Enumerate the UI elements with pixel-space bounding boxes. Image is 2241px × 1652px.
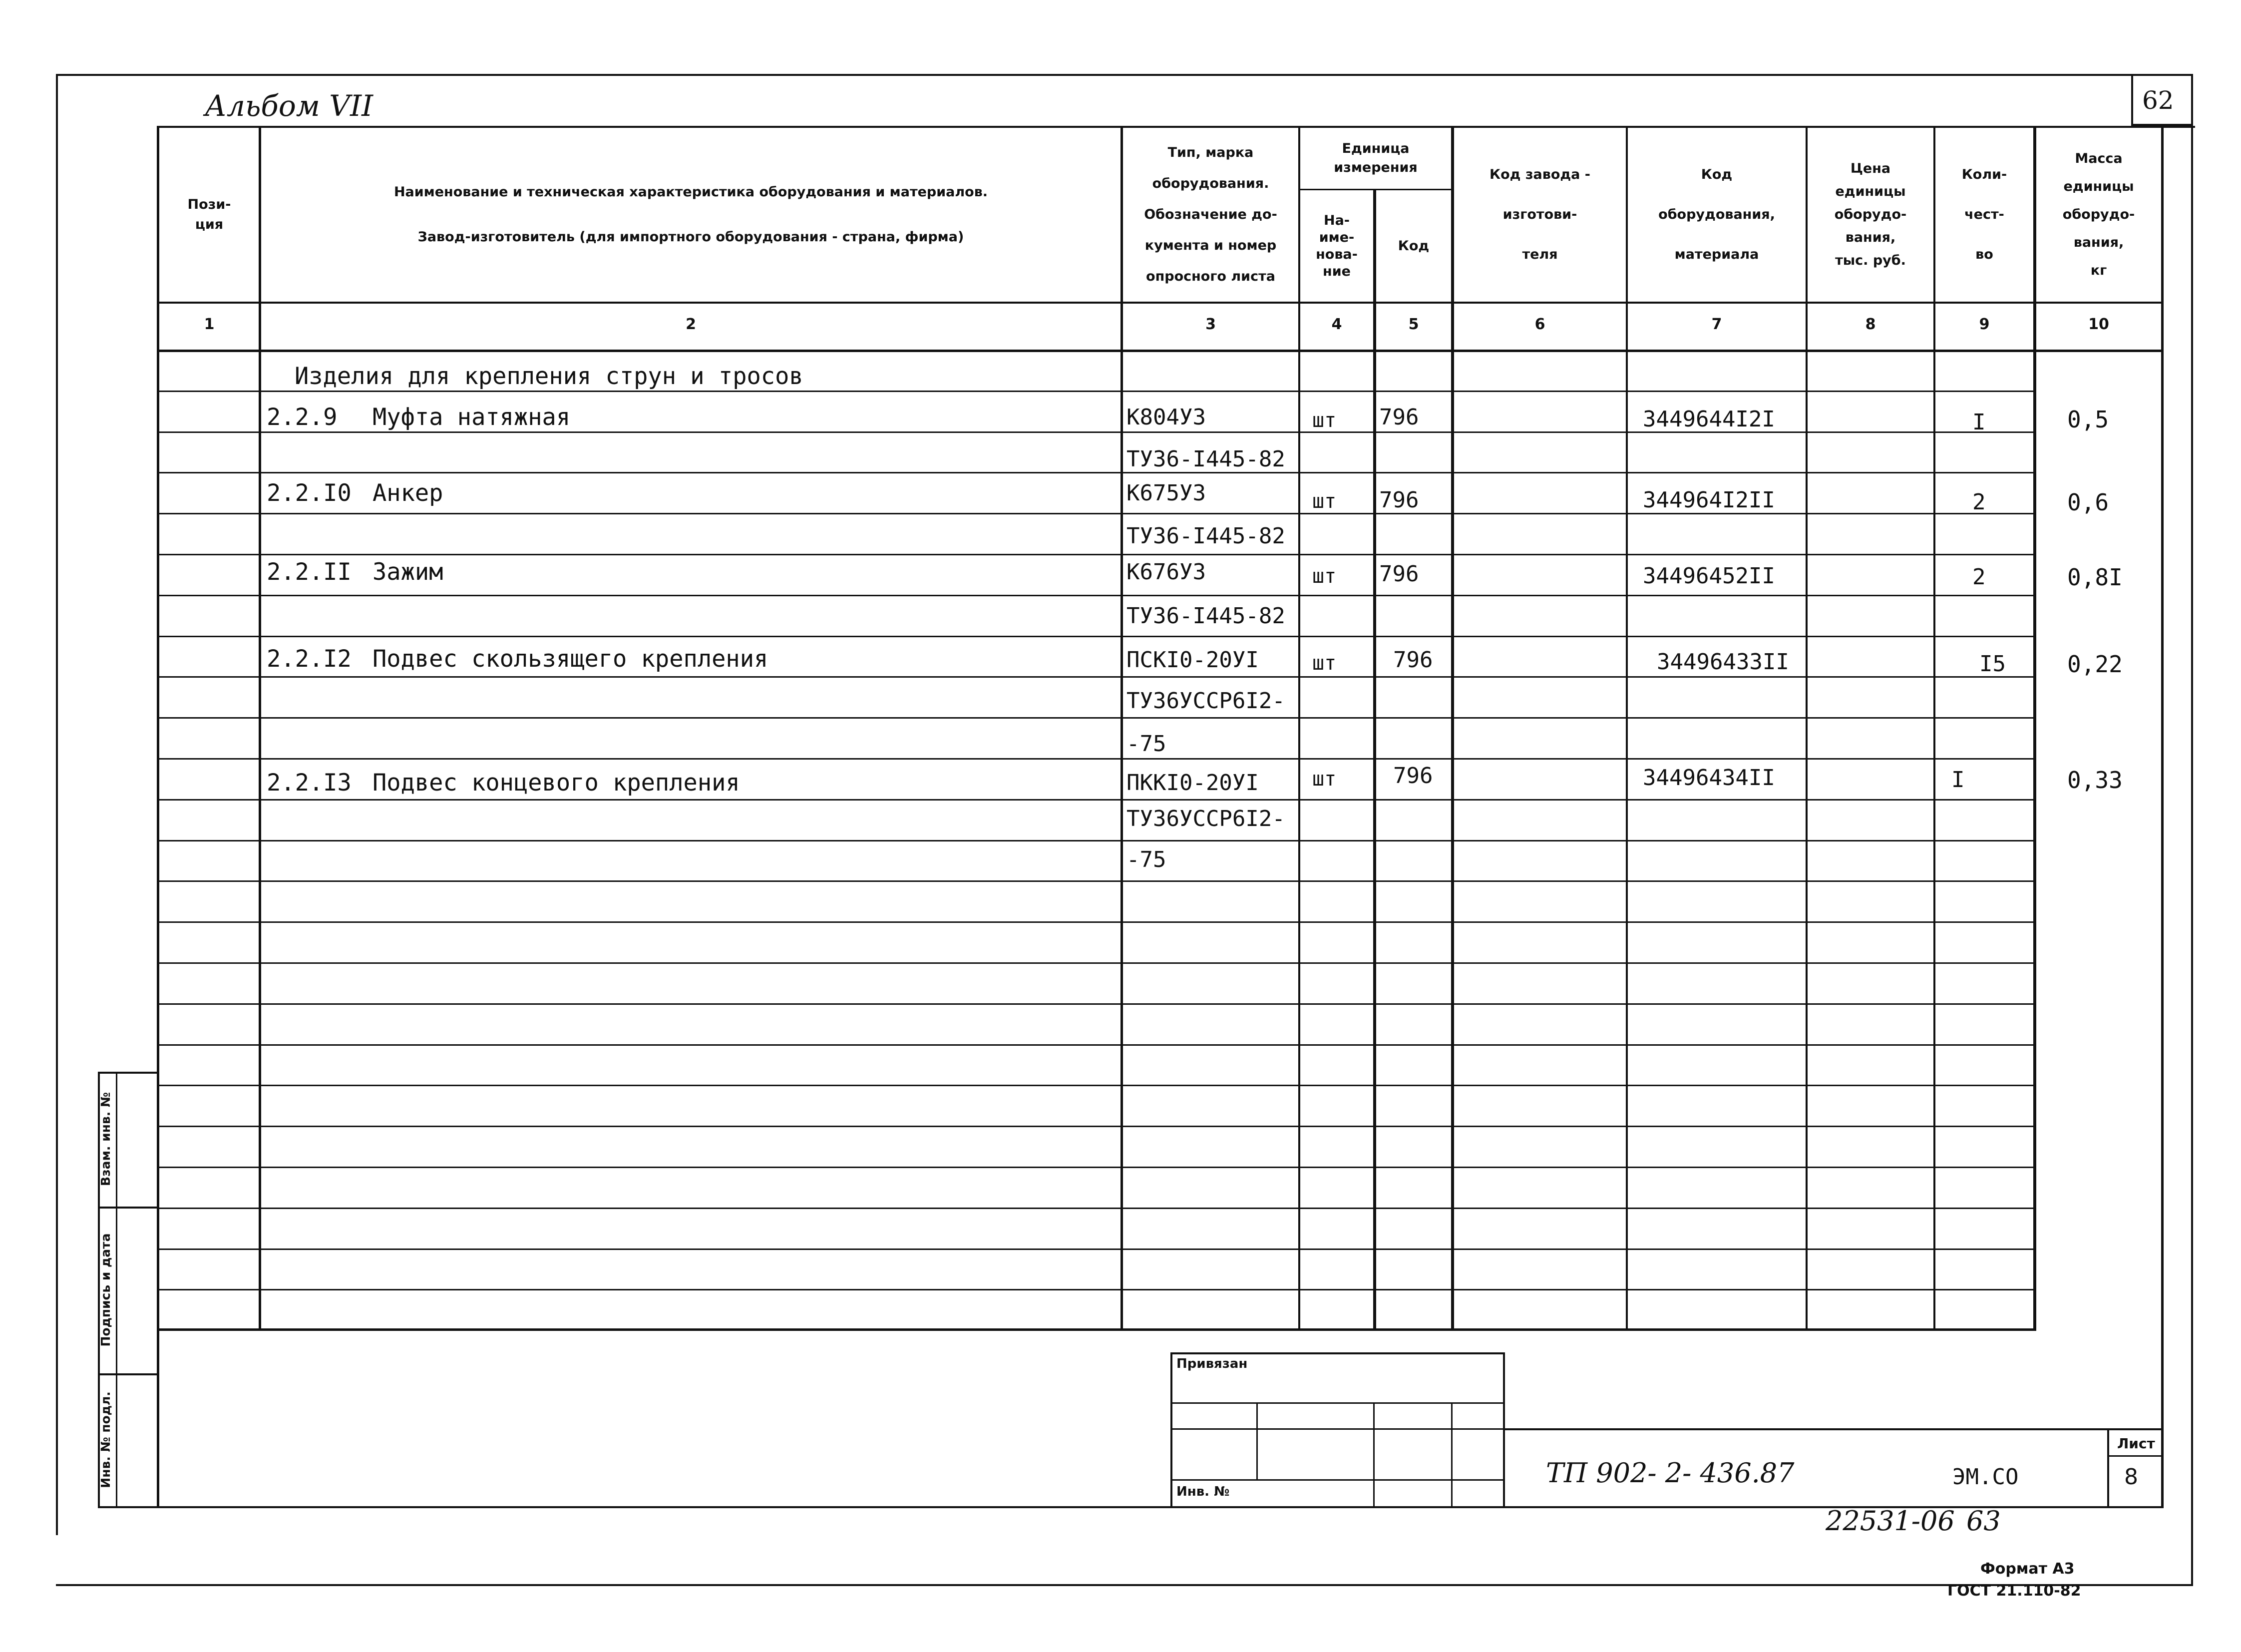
album-note: Альбом VII bbox=[205, 89, 373, 123]
sign-date-label: Подпись и дата bbox=[98, 1233, 113, 1347]
bound-label: Привязан bbox=[1176, 1356, 1248, 1371]
item-doc: -75 bbox=[1126, 731, 1166, 757]
item-position: 2.2.I0 bbox=[267, 479, 352, 507]
row-line bbox=[159, 1085, 2034, 1086]
format-label: Формат А3 bbox=[1980, 1560, 2075, 1578]
column-number: 2 bbox=[686, 316, 696, 333]
item-mass: 0,5 bbox=[2067, 406, 2109, 433]
item-type: К675У3 bbox=[1126, 480, 1206, 506]
inv-orig-label: Инв. № подл. bbox=[98, 1391, 113, 1488]
row-line bbox=[159, 1126, 2034, 1127]
item-type: ПККI0-20УI bbox=[1126, 770, 1259, 796]
item-doc: ТУ36УССР6I2- bbox=[1126, 806, 1285, 831]
section-title: Изделия для крепления струн и тросов bbox=[295, 363, 803, 390]
header-unit-group: Единица измерения bbox=[1334, 141, 1418, 175]
item-doc: -75 bbox=[1126, 847, 1166, 872]
item-equip-code: 344964I2II bbox=[1643, 487, 1775, 513]
item-name: Анкер bbox=[373, 479, 443, 507]
item-unit: шт bbox=[1312, 652, 1337, 675]
row-line bbox=[159, 676, 2034, 678]
item-type: ПСКI0-20УI bbox=[1126, 647, 1259, 673]
row-line bbox=[159, 921, 2034, 923]
replace-inv-label: Взам. инв. № bbox=[98, 1092, 113, 1186]
header-unit-code: Код bbox=[1398, 238, 1430, 254]
column-number: 6 bbox=[1534, 316, 1545, 333]
item-unit-code: 796 bbox=[1379, 487, 1419, 513]
item-doc: ТУ36-I445-82 bbox=[1126, 446, 1285, 472]
item-equip-code: 34496434II bbox=[1643, 765, 1775, 791]
item-quantity: 2 bbox=[1972, 489, 1986, 515]
row-line bbox=[159, 1167, 2034, 1168]
item-equip-code: 3449644I2I bbox=[1643, 407, 1775, 432]
row-line bbox=[159, 1248, 2034, 1250]
item-unit: шт bbox=[1312, 565, 1337, 588]
page-number: 62 bbox=[2142, 86, 2174, 115]
sheet-label: Лист bbox=[2117, 1435, 2155, 1452]
inv-number-label: Инв. № bbox=[1176, 1484, 1230, 1499]
item-name: Муфта натяжная bbox=[373, 404, 571, 431]
item-doc: ТУ36УССР6I2- bbox=[1126, 688, 1285, 714]
drawing-code: ТП 902- 2- 436.87 bbox=[1546, 1457, 1795, 1489]
item-equip-code: 34496452II bbox=[1643, 563, 1775, 589]
item-quantity: I bbox=[1951, 767, 1965, 793]
row-line bbox=[159, 595, 2034, 596]
header-equip-code: Код оборудования, материала bbox=[1658, 167, 1775, 262]
row-line bbox=[159, 717, 2034, 719]
row-line bbox=[159, 554, 2034, 555]
header-unit-name: На- име- нова- ние bbox=[1316, 212, 1358, 279]
header-price: Цена единицы оборудо- вания, тыс. руб. bbox=[1834, 161, 1907, 268]
item-unit-code: 796 bbox=[1393, 647, 1433, 673]
column-number: 8 bbox=[1865, 316, 1876, 333]
column-number: 5 bbox=[1408, 316, 1419, 333]
item-unit-code: 796 bbox=[1379, 405, 1419, 430]
item-unit-code: 796 bbox=[1393, 763, 1433, 789]
item-unit: шт bbox=[1312, 409, 1337, 432]
stamp-number: 22531-06 bbox=[1826, 1505, 1955, 1537]
item-unit: шт bbox=[1312, 490, 1337, 513]
item-position: 2.2.9 bbox=[267, 404, 338, 431]
column-number: 4 bbox=[1331, 316, 1342, 333]
item-position: 2.2.I3 bbox=[267, 769, 352, 797]
column-number: 3 bbox=[1205, 316, 1216, 333]
item-name: Подвес концевого крепления bbox=[373, 769, 740, 797]
row-line bbox=[159, 799, 2034, 801]
item-type: К676У3 bbox=[1126, 559, 1206, 585]
item-type: К804У3 bbox=[1126, 405, 1206, 430]
row-line bbox=[159, 1208, 2034, 1209]
item-name: Подвес скользящего крепления bbox=[373, 645, 768, 673]
column-number: 1 bbox=[204, 316, 215, 333]
column-number: 7 bbox=[1711, 316, 1722, 333]
stamp-page: 63 bbox=[1966, 1505, 2001, 1537]
item-unit-code: 796 bbox=[1379, 561, 1419, 587]
header-mass: Масса единицы оборудо- вания, кг bbox=[2062, 151, 2135, 278]
item-name: Зажим bbox=[373, 558, 443, 586]
row-line bbox=[159, 840, 2034, 841]
item-position: 2.2.II bbox=[267, 558, 352, 586]
column-number: 9 bbox=[1979, 316, 1990, 333]
column-number: 10 bbox=[2088, 316, 2109, 333]
header-position: Пози- ция bbox=[187, 197, 231, 232]
item-equip-code: 34496433II bbox=[1657, 649, 1789, 675]
row-line bbox=[159, 758, 2034, 760]
item-mass: 0,33 bbox=[2067, 767, 2123, 794]
row-line bbox=[159, 1289, 2034, 1290]
item-unit: шт bbox=[1312, 768, 1337, 791]
header-type: Тип, марка оборудования. Обозначение до- кумента и номер опросного листа bbox=[1144, 145, 1277, 284]
row-line bbox=[159, 472, 2034, 473]
item-mass: 0,8I bbox=[2067, 564, 2123, 591]
item-doc: ТУ36-I445-82 bbox=[1126, 603, 1285, 629]
item-mass: 0,6 bbox=[2067, 489, 2109, 516]
row-line bbox=[159, 1044, 2034, 1046]
row-line bbox=[159, 636, 2034, 637]
row-line bbox=[159, 880, 2034, 882]
header-quantity: Коли- чест- во bbox=[1961, 167, 2007, 262]
item-mass: 0,22 bbox=[2067, 651, 2123, 678]
item-quantity: I bbox=[1972, 410, 1986, 435]
standard-label: ГОСТ 21.110-82 bbox=[1947, 1582, 2081, 1600]
item-position: 2.2.I2 bbox=[267, 645, 352, 673]
row-line bbox=[159, 1003, 2034, 1005]
header-factory-code: Код завода - изготови- теля bbox=[1490, 167, 1590, 262]
item-quantity: 2 bbox=[1972, 564, 1986, 590]
item-quantity: I5 bbox=[1979, 651, 2006, 677]
sheet-number: 8 bbox=[2124, 1464, 2138, 1490]
drawing-suffix: ЭМ.СО bbox=[1952, 1464, 2019, 1490]
row-line bbox=[159, 962, 2034, 964]
item-doc: ТУ36-I445-82 bbox=[1126, 523, 1285, 549]
header-name: Наименование и техническая характеристика оборудования и материалов. Завод-изготовитель (для импортного оборудования - страна, фирма) bbox=[393, 184, 988, 245]
row-line bbox=[159, 391, 2034, 392]
